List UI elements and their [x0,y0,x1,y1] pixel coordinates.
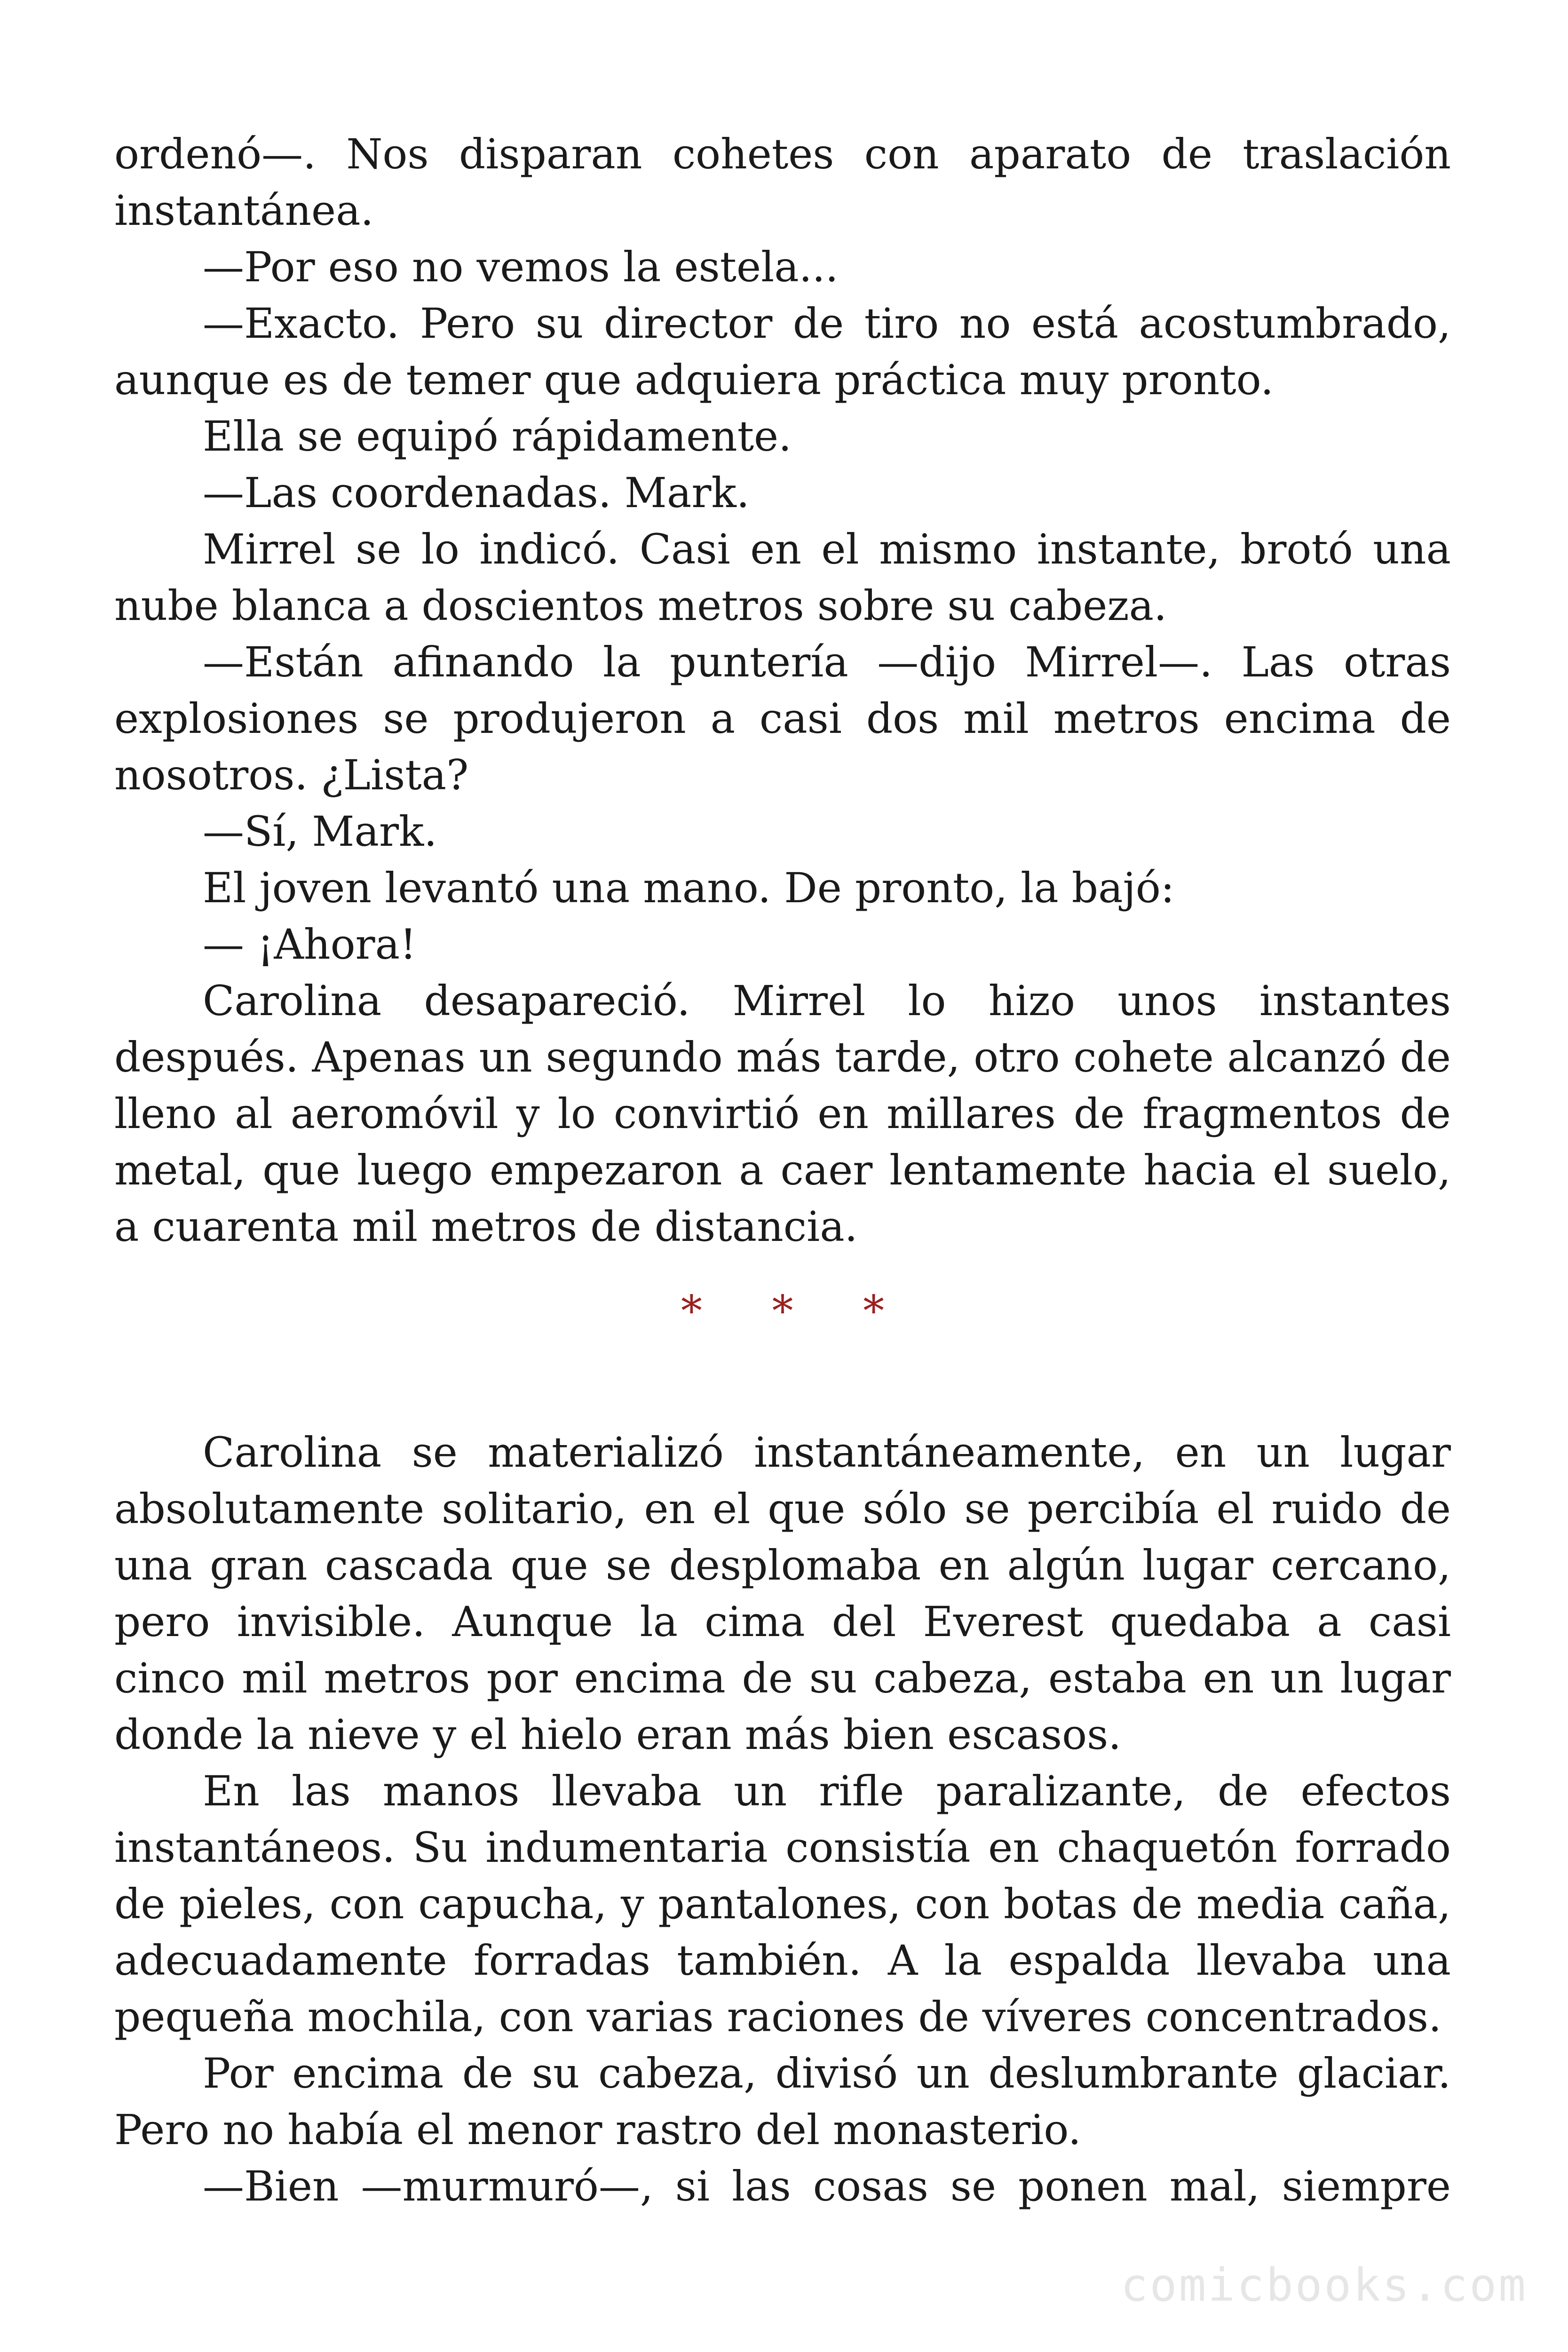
scene-break-asterisks: * * * [681,1287,913,1336]
paragraph: ordenó—. Nos disparan cohetes con aparato de traslación instantánea. [114,130,1451,235]
paragraph: El joven levantó una mano. De pronto, la bajó: [203,864,1175,912]
paragraph: —Sí, Mark. [203,807,437,856]
text-block-after-break [114,1424,1451,2215]
paragraph: Mirrel se lo indicó. Casi en el mismo instante, brotó una nube blanca a doscientos metros sobre su cabeza. [114,525,1451,630]
paragraph: Ella se equipó rápidamente. [203,412,792,461]
paragraph: —Bien —murmuró—, si las cosas se ponen mal, siempre [203,2162,1451,2210]
paragraph: —Exacto. Pero su director de tiro no está acostumbrado, aunque es de temer que adquiera práctica muy pronto. [114,299,1451,404]
scene-break [114,1255,1451,1424]
paragraph: —Las coordenadas. Mark. [203,469,750,517]
paragraph: En las manos llevaba un rifle paralizante, de efectos instantáneos. Su indumentaria consistía en chaquetón forrado de pieles, con capucha, y pantalones, con botas de media caña, adecuadamente forradas también. A la espalda llevaba una pequeña mochila, con varias raciones de víveres concentrados. [114,1767,1451,2041]
page-body [114,126,1451,2215]
paragraph: Por encima de su cabeza, divisó un deslumbrante glaciar. Pero no había el menor rastro del monasterio. [114,2049,1451,2154]
paragraph: —Están afinando la puntería —dijo Mirrel—. Las otras explosiones se produjeron a casi dos mil metros encima de nosotros. ¿Lista? [114,638,1451,799]
text-block-before-break [114,126,1451,1255]
paragraph: — ¡Ahora! [203,920,417,969]
watermark-text: comicbooks.com [1120,2259,1528,2312]
paragraph: Carolina desapareció. Mirrel lo hizo unos instantes después. Apenas un segundo más tarde, otro cohete alcanzó de lleno al aeromóvil y lo convirtió en millares de fragmentos de metal, que luego empezaron a caer lentamente hacia el suelo, a cuarenta mil metros de distancia. [114,977,1451,1251]
paragraph: —Por eso no vemos la estela... [203,243,839,291]
paragraph: Carolina se materializó instantáneamente, en un lugar absolutamente solitario, en el que sólo se percibía el ruido de una gran cascada que se desplomaba en algún lugar cercano, pero invisible. Aunque la cima del Everest quedaba a casi cinco mil metros por encima de su cabeza, estaba en un lugar donde la nieve y el hielo eran más bien escasos. [114,1428,1451,1759]
